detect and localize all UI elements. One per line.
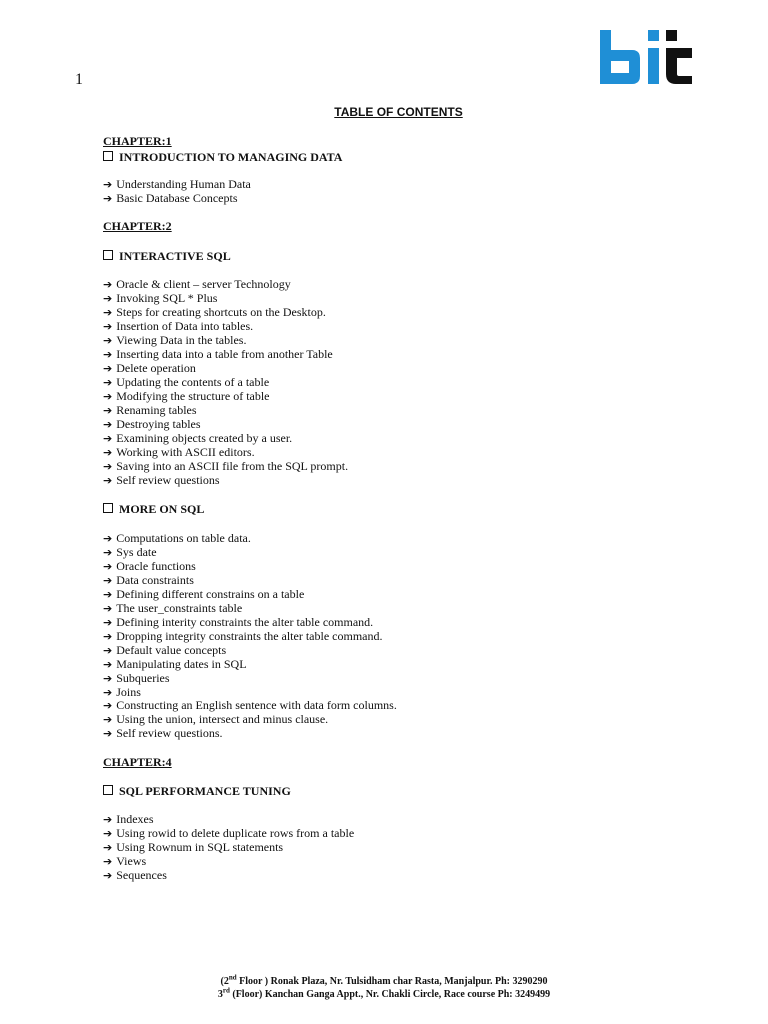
- logo-t: [666, 30, 692, 84]
- toc-item-text: Constructing an English sentence with data form columns.: [116, 698, 397, 712]
- toc-item-text: Using the union, intersect and minus clause.: [116, 712, 329, 726]
- arrow-icon: ➔: [103, 320, 113, 333]
- toc-item-text: Destroying tables: [116, 417, 201, 431]
- toc-item-text: Renaming tables: [116, 403, 197, 417]
- footer-address: [0, 975, 768, 1001]
- toc-item: [103, 573, 194, 588]
- arrow-icon: ➔: [103, 869, 113, 882]
- toc-item: [103, 531, 251, 546]
- arrow-icon: ➔: [103, 672, 113, 685]
- toc-item-text: Computations on table data.: [116, 531, 251, 545]
- toc-item: [103, 726, 223, 741]
- toc-item-text: Defining different constrains on a table: [116, 587, 305, 601]
- toc-item: [103, 445, 255, 460]
- toc-item: [103, 277, 291, 292]
- checkbox-icon: [103, 503, 113, 513]
- toc-item-text: Modifying the structure of table: [116, 389, 270, 403]
- toc-item-text: Views: [116, 854, 147, 868]
- toc-item-text: Examining objects created by a user.: [116, 431, 293, 445]
- toc-item: [103, 587, 304, 602]
- toc-item: [103, 319, 253, 334]
- chapter-heading: CHAPTER:1: [103, 134, 172, 148]
- toc-item-text: Sequences: [116, 868, 167, 882]
- footer-text: (Floor) Kanchan Ganga Appt., Nr. Chakli Circle, Race course Ph: 3249499: [229, 989, 551, 1000]
- arrow-icon: ➔: [103, 460, 113, 473]
- toc-item: [103, 868, 167, 883]
- toc-item-text: Defining interity constraints the alter table command.: [116, 615, 374, 629]
- footer-line-2: [0, 988, 768, 1001]
- toc-item-text: Indexes: [116, 812, 154, 826]
- arrow-icon: ➔: [103, 644, 113, 657]
- arrow-icon: ➔: [103, 699, 113, 712]
- arrow-icon: ➔: [103, 727, 113, 740]
- section-heading-text: INTRODUCTION TO MANAGING DATA: [119, 150, 343, 164]
- arrow-icon: ➔: [103, 532, 113, 545]
- section-heading-text: MORE ON SQL: [119, 502, 205, 516]
- toc-item: [103, 389, 270, 404]
- toc-item-text: Understanding Human Data: [116, 177, 251, 191]
- arrow-icon: ➔: [103, 616, 113, 629]
- toc-item: [103, 361, 196, 376]
- arrow-icon: ➔: [103, 474, 113, 487]
- footer-line-1: [0, 975, 768, 988]
- checkbox-icon: [103, 785, 113, 795]
- toc-item-text: Saving into an ASCII file from the SQL prompt.: [116, 459, 349, 473]
- toc-item-text: Default value concepts: [116, 643, 227, 657]
- toc-title: TABLE OF CONTENTS: [334, 105, 463, 119]
- toc-item: [103, 698, 397, 713]
- footer-text: (2: [220, 976, 229, 987]
- toc-item: [103, 177, 251, 192]
- toc-item-text: Self review questions: [116, 473, 220, 487]
- toc-item-text: Self review questions.: [116, 726, 223, 740]
- toc-item: [103, 812, 154, 827]
- section-heading-text: SQL PERFORMANCE TUNING: [119, 784, 291, 798]
- arrow-icon: ➔: [103, 658, 113, 671]
- toc-item: [103, 826, 354, 841]
- toc-item-text: Basic Database Concepts: [116, 191, 238, 205]
- section-heading: [103, 249, 231, 263]
- arrow-icon: ➔: [103, 362, 113, 375]
- toc-item: [103, 629, 382, 644]
- toc-item: [103, 840, 283, 855]
- toc-item-text: Subqueries: [116, 671, 170, 685]
- toc-item-text: Oracle & client – server Technology: [116, 277, 291, 291]
- toc-item-text: Data constraints: [116, 573, 194, 587]
- toc-item: [103, 431, 292, 446]
- chapter-heading: CHAPTER:2: [103, 219, 172, 233]
- section-heading: [103, 502, 204, 516]
- toc-item: [103, 333, 246, 348]
- arrow-icon: ➔: [103, 278, 113, 291]
- toc-item: [103, 854, 146, 869]
- section-heading-text: INTERACTIVE SQL: [119, 249, 231, 263]
- checkbox-icon: [103, 151, 113, 161]
- page-number: 1: [75, 71, 83, 88]
- arrow-icon: ➔: [103, 630, 113, 643]
- arrow-icon: ➔: [103, 546, 113, 559]
- arrow-icon: ➔: [103, 432, 113, 445]
- toc-item-text: Inserting data into a table from another Table: [116, 347, 333, 361]
- toc-item-text: Oracle functions: [116, 559, 196, 573]
- footer-text: 3: [217, 989, 223, 1000]
- toc-item-text: Dropping integrity constraints the alter table command.: [116, 629, 383, 643]
- arrow-icon: ➔: [103, 178, 113, 191]
- arrow-icon: ➔: [103, 841, 113, 854]
- arrow-icon: ➔: [103, 446, 113, 459]
- logo-letters: [600, 30, 659, 84]
- arrow-icon: ➔: [103, 813, 113, 826]
- toc-item: [103, 712, 328, 727]
- arrow-icon: ➔: [103, 713, 113, 726]
- arrow-icon: ➔: [103, 390, 113, 403]
- toc-item: [103, 545, 157, 560]
- toc-item: [103, 671, 170, 686]
- arrow-icon: ➔: [103, 855, 113, 868]
- toc-item-text: Invoking SQL * Plus: [116, 291, 218, 305]
- toc-item-text: Viewing Data in the tables.: [116, 333, 247, 347]
- section-heading: [103, 150, 342, 164]
- footer-superscript: nd: [228, 973, 237, 982]
- toc-item: [103, 459, 348, 474]
- arrow-icon: ➔: [103, 404, 113, 417]
- section-heading: [103, 784, 291, 798]
- bit-logo: [598, 28, 694, 86]
- arrow-icon: ➔: [103, 334, 113, 347]
- toc-item: [103, 601, 242, 616]
- checkbox-icon: [103, 250, 113, 260]
- arrow-icon: ➔: [103, 292, 113, 305]
- toc-item: [103, 191, 238, 206]
- footer-text: Floor ) Ronak Plaza, Nr. Tulsidham char Rasta, Manjalpur. Ph: 3290290: [236, 976, 548, 987]
- arrow-icon: ➔: [103, 686, 113, 699]
- toc-item: [103, 417, 201, 432]
- toc-item: [103, 305, 326, 320]
- arrow-icon: ➔: [103, 376, 113, 389]
- arrow-icon: ➔: [103, 602, 113, 615]
- toc-item: [103, 559, 196, 574]
- arrow-icon: ➔: [103, 192, 113, 205]
- toc-item-text: Sys date: [116, 545, 157, 559]
- toc-item: [103, 375, 269, 390]
- arrow-icon: ➔: [103, 574, 113, 587]
- footer-superscript: rd: [222, 986, 230, 995]
- toc-item-text: Using Rownum in SQL statements: [116, 840, 284, 854]
- toc-item: [103, 643, 226, 658]
- chapter-heading: CHAPTER:4: [103, 755, 172, 769]
- arrow-icon: ➔: [103, 588, 113, 601]
- toc-item: [103, 403, 197, 418]
- toc-item-text: Manipulating dates in SQL: [116, 657, 247, 671]
- toc-item: [103, 291, 217, 306]
- arrow-icon: ➔: [103, 560, 113, 573]
- toc-item-text: Working with ASCII editors.: [116, 445, 255, 459]
- arrow-icon: ➔: [103, 827, 113, 840]
- toc-item-text: The user_constraints table: [116, 601, 243, 615]
- toc-item: [103, 347, 333, 362]
- toc-item: [103, 473, 220, 488]
- arrow-icon: ➔: [103, 418, 113, 431]
- toc-item: [103, 615, 373, 630]
- toc-item: [103, 657, 247, 672]
- arrow-icon: ➔: [103, 306, 113, 319]
- toc-item-text: Joins: [116, 685, 141, 699]
- toc-item-text: Delete operation: [116, 361, 196, 375]
- toc-item-text: Using rowid to delete duplicate rows from a table: [116, 826, 355, 840]
- toc-item-text: Insertion of Data into tables.: [116, 319, 254, 333]
- arrow-icon: ➔: [103, 348, 113, 361]
- toc-item-text: Updating the contents of a table: [116, 375, 270, 389]
- toc-item-text: Steps for creating shortcuts on the Desktop.: [116, 305, 326, 319]
